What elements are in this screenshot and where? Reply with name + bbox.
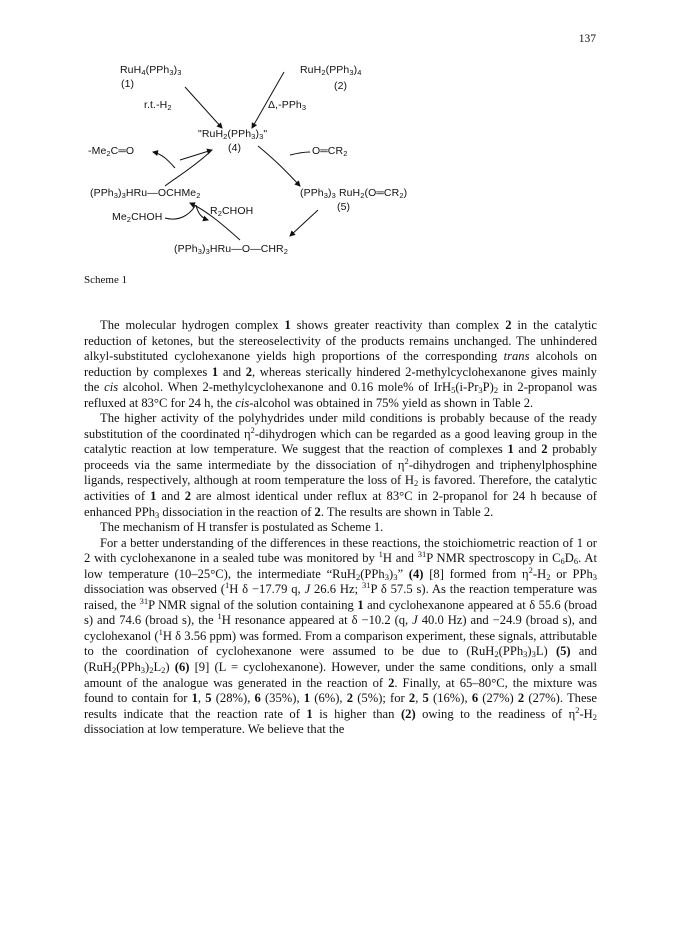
complex-2: $RuH_2(PPh_3)_4$ bbox=[300, 64, 362, 77]
isopropanol-label: $Me_2CHOH$ bbox=[112, 211, 163, 224]
arrow-5-to-bottom bbox=[290, 210, 318, 236]
paragraph-1: The molecular hydrogen complex 1 shows greater reactivity than complex 2 in the catalytic reduction of ketones, but the stereoselectivity of the products remains unchanged. The unhindered alkyl-substituted cyclohexanone yields high proportions of the corresponding trans alcohols on reduction by complexes 1 and 2, whereas sterically hindered 2-methylcyclohexanone gives mainly the cis alcohol. When 2-methylcyclohexanone and 0.16 mole% of $IrH_5(i-Pr_3P)_2$ in 2-propanol was refluxed at 83°C for 24 h, the cis-alcohol was obtained in 75% yield as shown in Table 2. bbox=[84, 318, 598, 410]
body-text bbox=[84, 318, 597, 738]
complex-1: $RuH_4(PPh_3)_3$ bbox=[120, 64, 182, 77]
arrow-4-to-left bbox=[165, 152, 210, 186]
paragraph-2: The higher activity of the polyhydrides under mild conditions is probably because of the ready substitution of the coordinated $\eta^2$-dihydrogen which can be regarded as a good leaving group in the catalytic reaction at low temperature. We suggest that the reaction of complexes 1 and 2 probably proceeds via the same intermediate by the dissociation of $\eta^2$-dihydrogen and triphenylphosphine ligands, respectively, although at room temperature the loss of $H_2$ is favored. Therefore, the catalytic activities of 1 and 2 are almost identical under reflux at 83°C in 2-propanol for 24 h because of enhanced PPh$_3$ dissociation in the reaction of 2. The results are shown in Table 2. bbox=[84, 411, 598, 520]
arrow-lose-acetone bbox=[153, 152, 175, 168]
acetone-released: $-Me_2C═O$ bbox=[88, 145, 135, 158]
page-number: 137 bbox=[578, 33, 596, 45]
complex-2-number: (2) bbox=[334, 80, 348, 92]
paragraph-3: The mechanism of H transfer is postulated as Scheme 1. bbox=[100, 520, 384, 535]
condition-left: $r.t.-H_2$ bbox=[144, 99, 172, 112]
paragraph-4: For a better understanding of the differences in these reactions, the stoichiometric reaction of 1 or 2 with cyclohexanone in a sealed tube was monitored by $^1$H and $^{31}$P NMR spectroscopy in $C_6D_6$. At low temperature (10–25°C), the intermediate “$RuH_2(PPh_3)_3$” (4) [8] formed from $\eta^2-H_2$ or PPh$_3$ dissociation was observed ($^1$H δ −17.79 q, J 26.6 Hz; $^{31}$P δ 57.5 s). As the reaction temperature was raised, the $^{31}$P NMR signal of the solution containing 1 and cyclohexanone appeared at δ 55.6 (broad s) and 74.6 (broad s), the $^1$H resonance appeared at δ −10.2 (q, J 40.0 Hz) and −24.9 (broad s), and cyclohexanol ($^1$H δ 3.56 ppm) was formed. From a comparison experiment, these signals, attributable to the coordination of cyclohexanone were assumed to be due to $(RuH_2(PPh_3)_3L)$ (5) and $(RuH_2(PPh_3)_2L_2)$ (6) [9] (L = cyclohexanone). However, under the same conditions, only a small amount of the analogue was generated in the reaction of 2. Finally, at 65–80°C, the mixture was found to contain for 1, 5 (28%), 6 (35%), 1 (6%), 2 (5%); for 2, 5 (16%), 6 (27%) 2 (27%). These results indicate that the reaction rate of 1 is higher than (2) owing to the readiness of $\eta^2-H_2$ dissociation at low temperature. We believe that the bbox=[84, 535, 598, 737]
scheme-arrows bbox=[0, 0, 680, 270]
arrow-4-to-5 bbox=[258, 146, 300, 186]
arrow-1-to-4 bbox=[185, 87, 222, 128]
complex-1-number: (1) bbox=[121, 78, 135, 90]
alkoxide-complex-left: $(PPh_3)_3HRu—OCHMe_2$ bbox=[90, 187, 201, 200]
intermediate-4-number: (4) bbox=[228, 142, 242, 154]
intermediate-4: "$RuH_2(PPh_3)_3$" bbox=[198, 128, 268, 141]
alcohol-product-label: $R_2CHOH$ bbox=[210, 205, 254, 218]
complex-5-number: (5) bbox=[337, 201, 351, 213]
arrow-in-isopropanol bbox=[165, 206, 195, 219]
arrow-gain-ketone bbox=[290, 152, 310, 155]
condition-right: Δ,-PPh$_3$ bbox=[268, 99, 307, 112]
scheme-caption: Scheme 1 bbox=[84, 274, 128, 286]
ketone-added: $O═CR_2$ bbox=[312, 145, 348, 158]
complex-5: $(PPh_3)_3$ $RuH_2(O═CR_2)$ bbox=[300, 187, 408, 200]
reaction-scheme bbox=[0, 0, 680, 270]
alkoxide-complex-bottom: $(PPh_3)_3HRu—O—CHR_2$ bbox=[174, 243, 289, 256]
